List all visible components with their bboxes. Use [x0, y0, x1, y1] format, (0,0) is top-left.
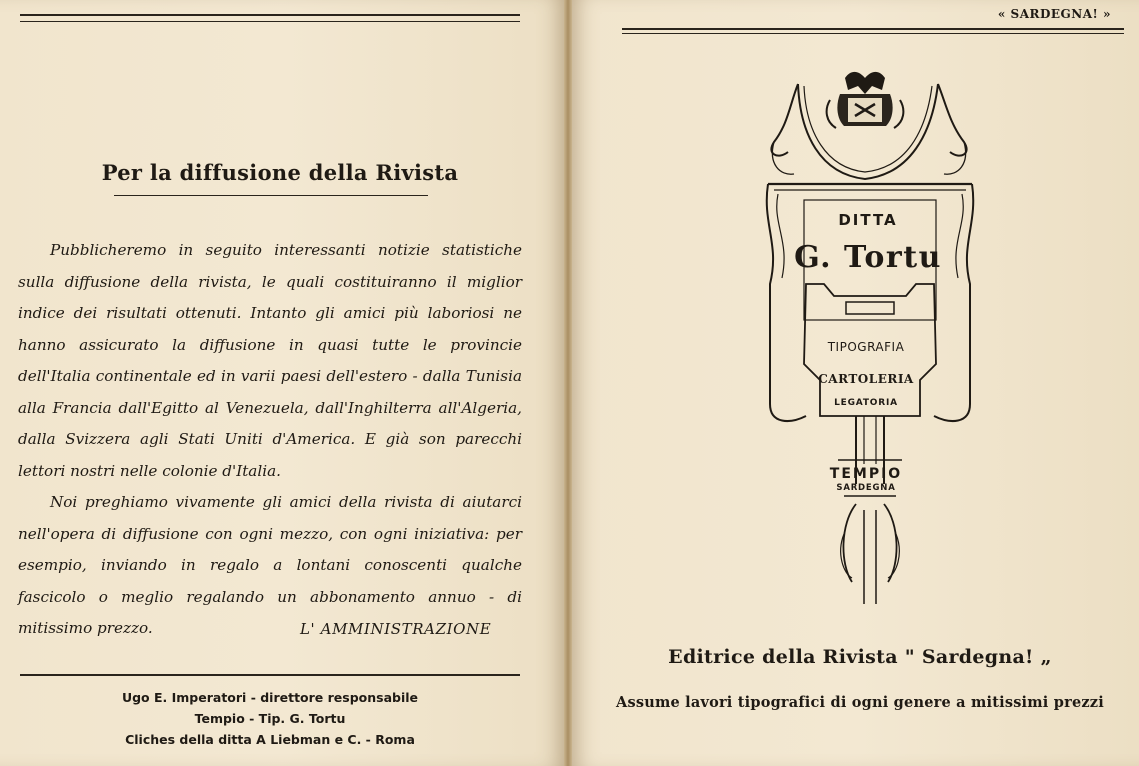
top-rule-left — [20, 14, 520, 16]
logo-service-cartoleria: CARTOLERIA — [818, 372, 914, 386]
article-signature: L' AMMINISTRAZIONE — [300, 620, 492, 638]
top-rule-right — [622, 28, 1124, 30]
logo-ditta-label: DITTA — [838, 211, 898, 229]
publisher-line: Editrice della Rivista " Sardegna! „ — [668, 646, 1052, 668]
imprint-line-1: Ugo E. Imperatori - direttore responsabile — [121, 690, 419, 705]
article-paragraph-1: Pubblicheremo in seguito interessanti notizie statistiche sulla diffusione della rivista, le quali costituiranno il miglior indice dei risultati ottenuti. Intanto gli amici più laboriosi ne hanno assicurato la diffusione in quasi tutte le provincie dell'Italia continentale ed in varii paesi dell'estero - dalla Tunisia alla Francia dall'Egitto al Venezuela, dall'Inghilterra all'Algeria, dalla Svizzera agli Stati Uniti d'America. E già son parecchi lettori nostri nelle colonie d'Italia. — [18, 241, 522, 480]
running-header: « SARDEGNA! » — [997, 7, 1111, 21]
logo-firm-name: G. Tortu — [794, 240, 942, 275]
logo-region: SARDEGNA — [836, 483, 896, 493]
logo-service-legatoria: LEGATORIA — [834, 398, 898, 408]
logo-city: TEMPIO — [829, 466, 903, 482]
top-rule-left-thin — [20, 21, 520, 22]
article-title: Per la diffusione della Rivista — [101, 160, 459, 185]
imprint-line-3: Cliches della ditta A Liebman e C. - Roma — [125, 732, 415, 747]
title-underline — [114, 195, 428, 196]
article-paragraph-2: Noi preghiamo vivamente gli amici della rivista di aiutarci nell'opera di diffusione con ogni mezzo, con ogni iniziativa: per esempio, inviando in regalo a lontani conoscenti qualche fascicolo o meglio regalando un abbonamento annuo - di mitissimo prezzo. — [18, 493, 522, 637]
imprint-line-2: Tempio - Tip. G. Tortu — [194, 711, 346, 726]
top-rule-right-thin — [622, 33, 1124, 34]
imprint-block — [20, 687, 520, 750]
book-gutter — [564, 0, 572, 766]
logo-service-tipografia: TIPOGRAFIA — [827, 340, 905, 354]
bottom-rule-left — [20, 674, 520, 676]
eagle-crest-icon — [827, 72, 904, 128]
printer-logo — [760, 64, 980, 614]
services-line: Assume lavori tipografici di ogni genere a mitissimi prezzi — [616, 694, 1104, 711]
